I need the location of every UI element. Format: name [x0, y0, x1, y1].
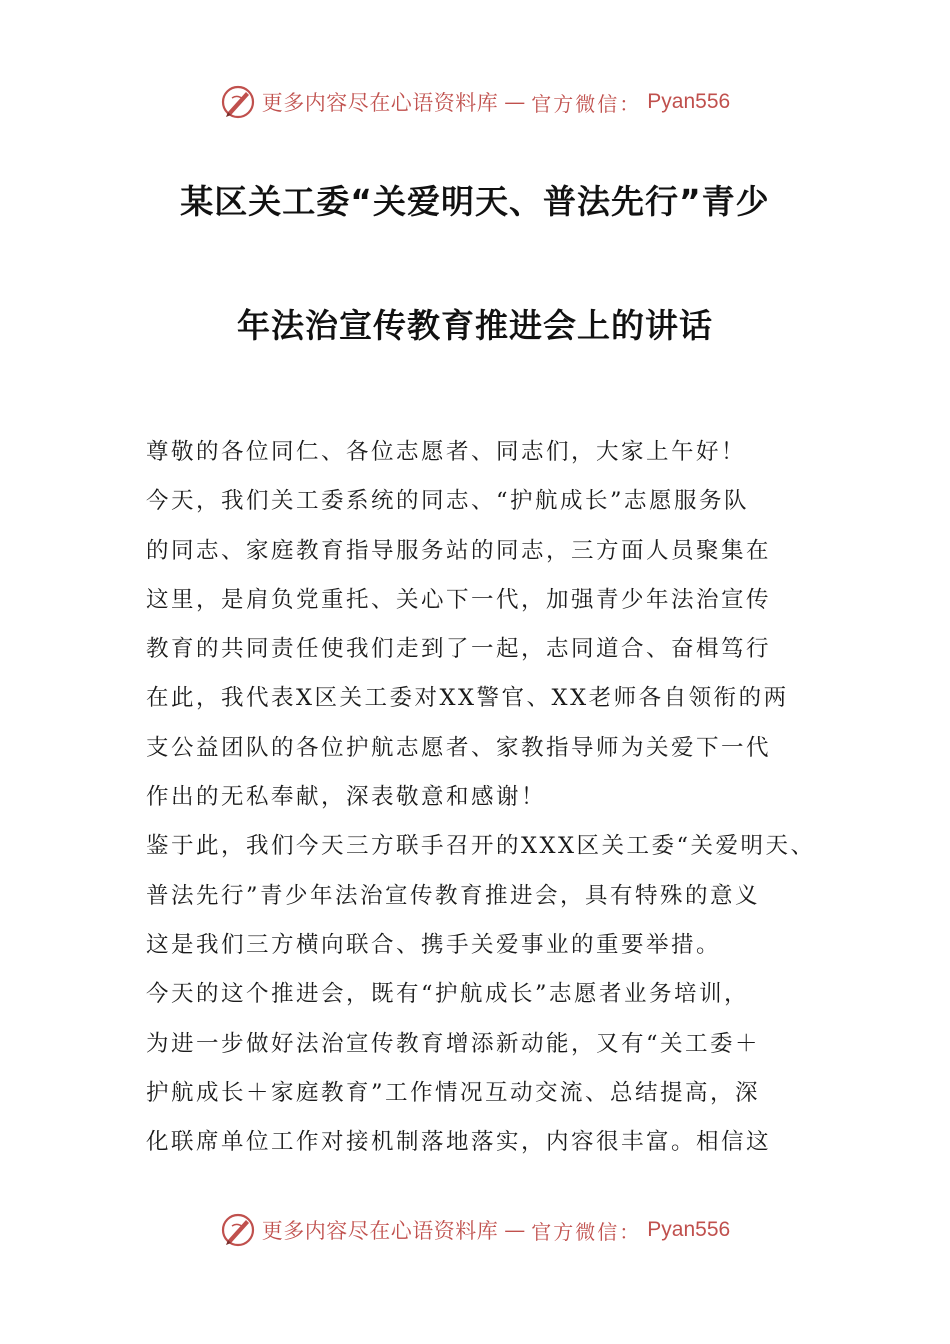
body-line: 普法先行”青少年法治宣传教育推进会，具有特殊的意义 — [146, 882, 761, 909]
body-line: 作出的无私奉献，深表敬意和感谢！ — [146, 784, 547, 811]
body-line: 护航成长＋家庭教育”工作情况互动交流、总结提高，深 — [146, 1079, 761, 1106]
pen-logo-icon — [220, 1212, 256, 1248]
body-line: 支公益团队的各位护航志愿者、家教指导师为关爱下一代 — [146, 734, 772, 761]
body-line: 这是我们三方横向联合、携手关爱事业的重要举措。 — [146, 931, 722, 958]
document-body — [146, 428, 816, 1167]
banner-dash: — — [504, 1218, 526, 1242]
body-line: 这里，是肩负党重托、关心下一代，加强青少年法治宣传 — [146, 586, 772, 613]
banner-dash: — — [504, 90, 526, 114]
document-title-line-1: 某区关工委“关爱明天、普法先行”青少 — [180, 182, 770, 221]
body-line: 的同志、家庭教育指导服务站的同志，三方面人员聚集在 — [146, 537, 772, 564]
body-line: 今天，我们关工委系统的同志、“护航成长”志愿服务队 — [146, 488, 750, 515]
body-line: 化联席单位工作对接机制落地落实，内容很丰富。相信这 — [146, 1129, 772, 1156]
banner-wechat-id: Pyan556 — [647, 1218, 731, 1241]
footer-banner — [0, 1210, 950, 1250]
banner-wechat-label: 官方微信： — [531, 1219, 642, 1244]
document-title-line-2: 年法治宣传教育推进会上的讲话 — [237, 306, 713, 345]
body-line: 在此，我代表X区关工委对XX警官、XX老师各自领衔的两 — [146, 685, 789, 712]
banner-wechat-label: 官方微信： — [531, 91, 642, 116]
banner-brand-text: 更多内容尽在心语资料库 — [261, 91, 499, 115]
body-line: 为进一步做好法治宣传教育增添新动能，又有“关工委＋ — [146, 1030, 761, 1057]
banner-brand-text: 更多内容尽在心语资料库 — [261, 1219, 499, 1243]
body-line: 鉴于此，我们今天三方联手召开的XXX区关工委“关爱明天、 — [146, 833, 816, 860]
pen-logo-icon — [220, 84, 256, 120]
body-line: 尊敬的各位同仁、各位志愿者、同志们，大家上午好！ — [146, 439, 747, 465]
banner-wechat-id: Pyan556 — [647, 90, 731, 113]
body-line: 今天的这个推进会，既有“护航成长”志愿者业务培训， — [146, 981, 750, 1008]
body-line: 教育的共同责任使我们走到了一起，志同道合、奋楫笃行 — [146, 636, 772, 663]
header-banner — [0, 82, 950, 122]
